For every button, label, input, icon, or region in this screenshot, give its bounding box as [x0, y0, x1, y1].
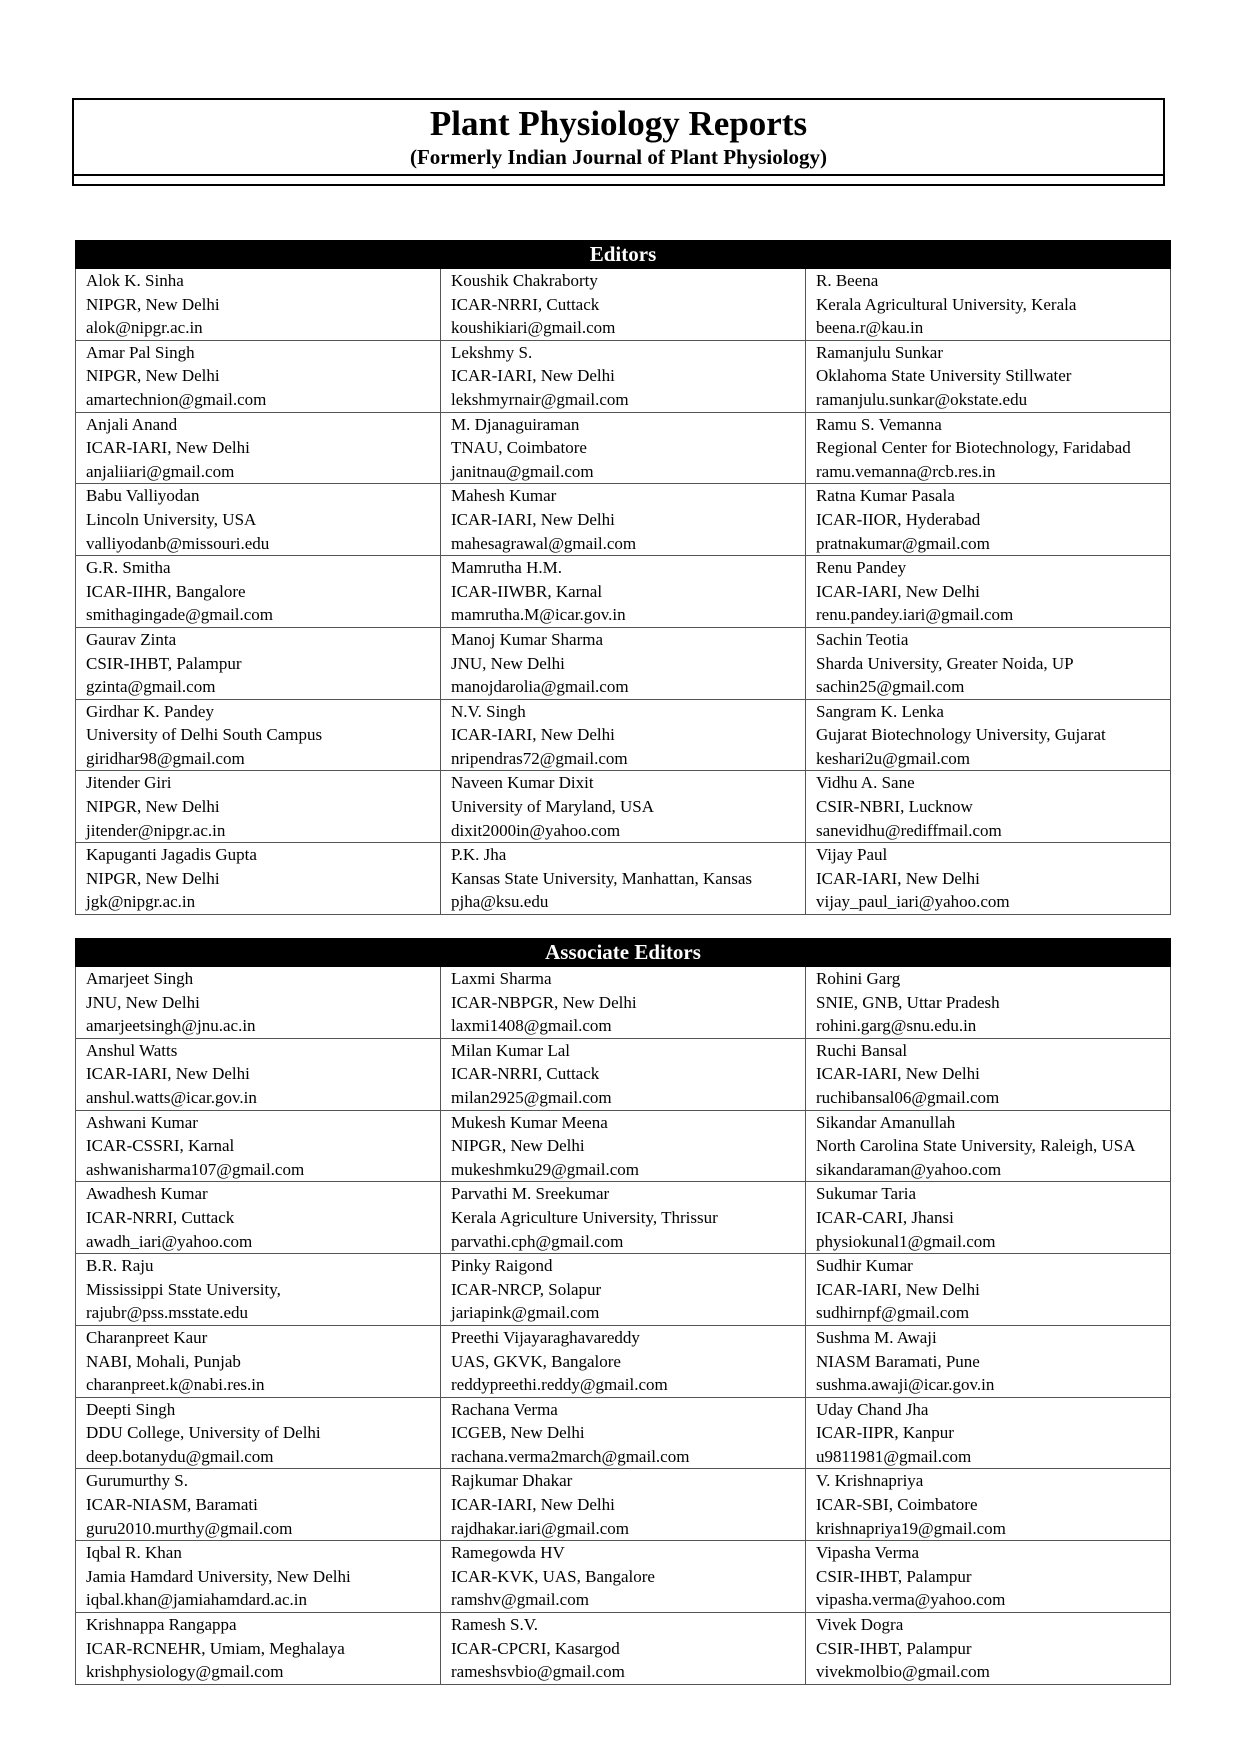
- person-name: Ramu S. Vemanna: [816, 414, 942, 434]
- person-affiliation: SNIE, GNB, Uttar Pradesh: [816, 992, 1000, 1012]
- associate-editors-heading: Associate Editors: [76, 939, 1171, 967]
- person-email: charanpreet.k@nabi.res.in: [86, 1375, 265, 1395]
- person-entry: [806, 699, 1171, 771]
- person-email: rachana.verma2march@gmail.com: [451, 1446, 690, 1466]
- person-affiliation: ICAR-IIHR, Bangalore: [86, 581, 246, 601]
- person-email: lekshmyrnair@gmail.com: [451, 389, 629, 409]
- person-affiliation: ICAR-SBI, Coimbatore: [816, 1495, 978, 1515]
- person-name: Rachana Verma: [451, 1399, 558, 1419]
- person-affiliation: Gujarat Biotechnology University, Gujarat: [816, 725, 1106, 745]
- person-name: Sangram K. Lenka: [816, 701, 944, 721]
- person-email: vijay_paul_iari@yahoo.com: [816, 892, 1010, 912]
- person-entry: [806, 967, 1171, 1039]
- person-email: vipasha.verma@yahoo.com: [816, 1590, 1006, 1610]
- associate-editors-table: [75, 938, 1171, 1685]
- person-name: Naveen Kumar Dixit: [451, 773, 594, 793]
- person-name: M. Djanaguiraman: [451, 414, 580, 434]
- person-entry: [441, 967, 806, 1039]
- person-entry: [76, 627, 441, 699]
- person-name: Mukesh Kumar Meena: [451, 1112, 608, 1132]
- table-row: [76, 1397, 1171, 1469]
- person-name: Babu Valliyodan: [86, 486, 200, 506]
- person-name: Awadhesh Kumar: [86, 1184, 208, 1204]
- person-name: B.R. Raju: [86, 1256, 154, 1276]
- table-row: [76, 843, 1171, 915]
- person-email: deep.botanydu@gmail.com: [86, 1446, 274, 1466]
- person-affiliation: ICAR-NRRI, Cuttack: [86, 1207, 235, 1227]
- person-name: Ramesh S.V.: [451, 1615, 539, 1635]
- person-entry: [441, 771, 806, 843]
- table-row: [76, 699, 1171, 771]
- person-affiliation: Kansas State University, Manhattan, Kansas: [451, 868, 753, 888]
- person-affiliation: ICAR-IARI, New Delhi: [451, 1495, 615, 1515]
- person-affiliation: ICAR-IARI, New Delhi: [816, 868, 980, 888]
- person-email: sudhirnpf@gmail.com: [816, 1303, 970, 1323]
- person-email: laxmi1408@gmail.com: [451, 1016, 612, 1036]
- person-email: rajubr@pss.msstate.edu: [86, 1303, 249, 1323]
- person-name: Preethi Vijayaraghavareddy: [451, 1327, 640, 1347]
- person-affiliation: ICAR-CPCRI, Kasargod: [451, 1638, 620, 1658]
- person-affiliation: Kerala Agricultural University, Kerala: [816, 294, 1077, 314]
- person-entry: [76, 556, 441, 628]
- person-name: V. Krishnapriya: [816, 1471, 924, 1491]
- person-affiliation: University of Maryland, USA: [451, 797, 655, 817]
- person-entry: [441, 1110, 806, 1182]
- person-affiliation: CSIR-IHBT, Palampur: [816, 1566, 972, 1586]
- person-email: anjaliiari@gmail.com: [86, 461, 235, 481]
- person-affiliation: Oklahoma State University Stillwater: [816, 366, 1072, 386]
- person-entry: [441, 484, 806, 556]
- person-affiliation: ICAR-RCNEHR, Umiam, Meghalaya: [86, 1638, 345, 1658]
- person-affiliation: ICAR-NRRI, Cuttack: [451, 294, 600, 314]
- person-entry: [806, 1110, 1171, 1182]
- person-email: krishphysiology@gmail.com: [86, 1662, 284, 1682]
- person-entry: [806, 340, 1171, 412]
- person-name: Anshul Watts: [86, 1040, 178, 1060]
- table-row: [76, 1325, 1171, 1397]
- person-name: Pinky Raigond: [451, 1256, 553, 1276]
- person-email: pjha@ksu.edu: [451, 892, 549, 912]
- person-email: valliyodanb@missouri.edu: [86, 533, 270, 553]
- person-name: Amarjeet Singh: [86, 969, 194, 988]
- table-row: [76, 1110, 1171, 1182]
- person-name: P.K. Jha: [451, 845, 507, 865]
- person-affiliation: ICAR-IARI, New Delhi: [451, 509, 615, 529]
- person-entry: [76, 1397, 441, 1469]
- editors-heading: Editors: [76, 241, 1171, 269]
- person-entry: [806, 556, 1171, 628]
- person-entry: [806, 269, 1171, 341]
- person-email: mamrutha.M@icar.gov.in: [451, 605, 626, 625]
- person-email: anshul.watts@icar.gov.in: [86, 1087, 257, 1107]
- person-entry: [441, 1541, 806, 1613]
- person-email: iqbal.khan@jamiahamdard.ac.in: [86, 1590, 307, 1610]
- table-row: [76, 1038, 1171, 1110]
- person-affiliation: University of Delhi South Campus: [86, 725, 323, 745]
- person-email: sanevidhu@rediffmail.com: [816, 820, 1002, 840]
- person-email: ruchibansal06@gmail.com: [816, 1087, 1000, 1107]
- person-name: Sikandar Amanullah: [816, 1112, 956, 1132]
- person-email: amartechnion@gmail.com: [86, 389, 267, 409]
- person-affiliation: TNAU, Coimbatore: [451, 438, 587, 458]
- person-name: Parvathi M. Sreekumar: [451, 1184, 610, 1204]
- person-entry: [76, 771, 441, 843]
- person-email: krishnapriya19@gmail.com: [816, 1518, 1006, 1538]
- person-email: alok@nipgr.ac.in: [86, 318, 203, 338]
- person-name: Gurumurthy S.: [86, 1471, 188, 1491]
- person-email: ramshv@gmail.com: [451, 1590, 589, 1610]
- person-name: Girdhar K. Pandey: [86, 701, 214, 721]
- person-affiliation: JNU, New Delhi: [451, 653, 565, 673]
- person-email: nripendras72@gmail.com: [451, 748, 628, 768]
- person-name: Vidhu A. Sane: [816, 773, 915, 793]
- person-entry: [806, 1254, 1171, 1326]
- person-affiliation: ICGEB, New Delhi: [451, 1423, 585, 1443]
- person-name: Laxmi Sharma: [451, 969, 552, 988]
- person-email: renu.pandey.iari@gmail.com: [816, 605, 1014, 625]
- person-affiliation: North Carolina State University, Raleigh, USA: [816, 1136, 1136, 1156]
- person-email: milan2925@gmail.com: [451, 1087, 612, 1107]
- person-affiliation: JNU, New Delhi: [86, 992, 200, 1012]
- person-name: Sushma M. Awaji: [816, 1327, 937, 1347]
- person-affiliation: ICAR-NIASM, Baramati: [86, 1495, 258, 1515]
- person-email: pratnakumar@gmail.com: [816, 533, 990, 553]
- person-entry: [76, 484, 441, 556]
- person-affiliation: ICAR-NRRI, Cuttack: [451, 1064, 600, 1084]
- table-row: [76, 1254, 1171, 1326]
- person-name: Milan Kumar Lal: [451, 1040, 570, 1060]
- person-entry: [76, 1613, 441, 1685]
- person-entry: [441, 556, 806, 628]
- person-email: guru2010.murthy@gmail.com: [86, 1518, 293, 1538]
- masthead-rule: [74, 174, 1163, 176]
- person-name: Manoj Kumar Sharma: [451, 629, 604, 649]
- person-email: gzinta@gmail.com: [86, 677, 216, 697]
- person-affiliation: ICAR-NBPGR, New Delhi: [451, 992, 637, 1012]
- person-entry: [441, 1254, 806, 1326]
- journal-title: Plant Physiology Reports: [429, 104, 808, 143]
- person-entry: [76, 412, 441, 484]
- person-name: Vijay Paul: [816, 845, 888, 865]
- person-name: Ashwani Kumar: [86, 1112, 198, 1132]
- person-email: mahesagrawal@gmail.com: [451, 533, 637, 553]
- person-entry: [76, 1110, 441, 1182]
- person-email: ramanjulu.sunkar@okstate.edu: [816, 389, 1028, 409]
- person-email: amarjeetsingh@jnu.ac.in: [86, 1016, 256, 1036]
- person-affiliation: Lincoln University, USA: [86, 509, 257, 529]
- person-entry: [76, 340, 441, 412]
- person-affiliation: NIPGR, New Delhi: [86, 797, 220, 817]
- person-entry: [441, 340, 806, 412]
- table-row: [76, 771, 1171, 843]
- person-name: Vivek Dogra: [816, 1615, 904, 1635]
- person-email: mukeshmku29@gmail.com: [451, 1159, 639, 1179]
- person-name: Sukumar Taria: [816, 1184, 916, 1204]
- person-name: Sudhir Kumar: [816, 1256, 913, 1276]
- person-entry: [441, 412, 806, 484]
- person-email: giridhar98@gmail.com: [86, 748, 245, 768]
- person-affiliation: ICAR-IARI, New Delhi: [451, 725, 615, 745]
- person-affiliation: ICAR-KVK, UAS, Bangalore: [451, 1566, 655, 1586]
- person-name: Rohini Garg: [816, 969, 901, 988]
- person-name: Alok K. Sinha: [86, 271, 184, 290]
- person-entry: [806, 1613, 1171, 1685]
- person-affiliation: ICAR-IARI, New Delhi: [86, 1064, 250, 1084]
- person-entry: [76, 1541, 441, 1613]
- person-affiliation: ICAR-IARI, New Delhi: [816, 581, 980, 601]
- person-entry: [806, 484, 1171, 556]
- person-affiliation: NIPGR, New Delhi: [86, 366, 220, 386]
- person-entry: [76, 1469, 441, 1541]
- person-name: N.V. Singh: [451, 701, 526, 721]
- person-email: ramu.vemanna@rcb.res.in: [816, 461, 996, 481]
- person-email: rajdhakar.iari@gmail.com: [451, 1518, 630, 1538]
- person-email: parvathi.cph@gmail.com: [451, 1231, 624, 1251]
- person-entry: [441, 269, 806, 341]
- person-name: Krishnappa Rangappa: [86, 1615, 237, 1635]
- person-affiliation: ICAR-IARI, New Delhi: [451, 366, 615, 386]
- person-entry: [76, 1182, 441, 1254]
- person-email: u9811981@gmail.com: [816, 1446, 972, 1466]
- person-email: reddypreethi.reddy@gmail.com: [451, 1375, 668, 1395]
- person-entry: [76, 1325, 441, 1397]
- table-row: [76, 556, 1171, 628]
- person-name: R. Beena: [816, 271, 879, 290]
- person-affiliation: ICAR-IARI, New Delhi: [816, 1064, 980, 1084]
- journal-masthead: [72, 98, 1165, 186]
- person-affiliation: ICAR-IARI, New Delhi: [816, 1279, 980, 1299]
- person-name: Lekshmy S.: [451, 342, 533, 362]
- person-email: jariapink@gmail.com: [451, 1303, 600, 1323]
- person-email: awadh_iari@yahoo.com: [86, 1231, 253, 1251]
- person-entry: [441, 1182, 806, 1254]
- person-entry: [806, 627, 1171, 699]
- person-entry: [441, 1397, 806, 1469]
- person-email: rohini.garg@snu.edu.in: [816, 1016, 977, 1036]
- person-entry: [806, 843, 1171, 915]
- table-row: [76, 627, 1171, 699]
- table-row: [76, 1182, 1171, 1254]
- person-name: Mahesh Kumar: [451, 486, 557, 506]
- person-affiliation: ICAR-NRCP, Solapur: [451, 1279, 602, 1299]
- person-affiliation: UAS, GKVK, Bangalore: [451, 1351, 621, 1371]
- person-name: Vipasha Verma: [816, 1543, 919, 1563]
- person-affiliation: Sharda University, Greater Noida, UP: [816, 653, 1074, 673]
- person-entry: [76, 967, 441, 1039]
- person-name: Mamrutha H.M.: [451, 558, 562, 578]
- person-entry: [806, 771, 1171, 843]
- person-email: koushikiari@gmail.com: [451, 318, 616, 338]
- person-name: Gaurav Zinta: [86, 629, 177, 649]
- person-name: Iqbal R. Khan: [86, 1543, 182, 1563]
- person-email: keshari2u@gmail.com: [816, 748, 970, 768]
- person-name: Deepti Singh: [86, 1399, 176, 1419]
- person-affiliation: ICAR-IIWBR, Karnal: [451, 581, 603, 601]
- person-affiliation: ICAR-IIOR, Hyderabad: [816, 509, 981, 529]
- person-email: jitender@nipgr.ac.in: [86, 820, 226, 840]
- person-affiliation: NIASM Baramati, Pune: [816, 1351, 980, 1371]
- person-affiliation: Regional Center for Biotechnology, Faridabad: [816, 438, 1131, 458]
- person-affiliation: NABI, Mohali, Punjab: [86, 1351, 241, 1371]
- table-row: [76, 269, 1171, 341]
- person-name: G.R. Smitha: [86, 558, 171, 578]
- journal-subtitle: (Formerly Indian Journal of Plant Physiology): [409, 145, 828, 169]
- person-entry: [76, 843, 441, 915]
- person-name: Renu Pandey: [816, 558, 907, 578]
- person-affiliation: NIPGR, New Delhi: [86, 868, 220, 888]
- person-email: sachin25@gmail.com: [816, 677, 965, 697]
- person-name: Uday Chand Jha: [816, 1399, 929, 1419]
- table-row: [76, 1469, 1171, 1541]
- person-entry: [806, 1541, 1171, 1613]
- person-email: manojdarolia@gmail.com: [451, 677, 629, 697]
- person-name: Ratna Kumar Pasala: [816, 486, 955, 506]
- person-name: Jitender Giri: [86, 773, 172, 793]
- person-entry: [441, 699, 806, 771]
- person-entry: [441, 1325, 806, 1397]
- person-email: ashwanisharma107@gmail.com: [86, 1159, 305, 1179]
- person-name: Rajkumar Dhakar: [451, 1471, 573, 1491]
- person-entry: [441, 843, 806, 915]
- person-affiliation: DDU College, University of Delhi: [86, 1423, 321, 1443]
- person-entry: [441, 1469, 806, 1541]
- person-email: dixit2000in@yahoo.com: [451, 820, 621, 840]
- person-affiliation: CSIR-IHBT, Palampur: [86, 653, 242, 673]
- person-affiliation: Mississippi State University,: [86, 1279, 281, 1299]
- person-email: physiokunal1@gmail.com: [816, 1231, 996, 1251]
- person-entry: [806, 1397, 1171, 1469]
- person-entry: [76, 269, 441, 341]
- person-email: sikandaraman@yahoo.com: [816, 1159, 1002, 1179]
- person-affiliation: ICAR-CARI, Jhansi: [816, 1207, 954, 1227]
- person-entry: [806, 412, 1171, 484]
- table-row: [76, 412, 1171, 484]
- person-entry: [441, 1038, 806, 1110]
- person-affiliation: NIPGR, New Delhi: [86, 294, 220, 314]
- person-name: Ramanjulu Sunkar: [816, 342, 944, 362]
- person-affiliation: ICAR-IIPR, Kanpur: [816, 1423, 954, 1443]
- person-name: Sachin Teotia: [816, 629, 909, 649]
- person-email: rameshsvbio@gmail.com: [451, 1662, 625, 1682]
- person-email: sushma.awaji@icar.gov.in: [816, 1375, 995, 1395]
- person-affiliation: CSIR-NBRI, Lucknow: [816, 797, 973, 817]
- person-entry: [806, 1182, 1171, 1254]
- person-email: smithagingade@gmail.com: [86, 605, 274, 625]
- person-affiliation: CSIR-IHBT, Palampur: [816, 1638, 972, 1658]
- person-affiliation: ICAR-CSSRI, Karnal: [86, 1136, 235, 1156]
- table-row: [76, 340, 1171, 412]
- person-affiliation: ICAR-IARI, New Delhi: [86, 438, 250, 458]
- person-entry: [76, 1038, 441, 1110]
- person-email: beena.r@kau.in: [816, 318, 924, 338]
- person-entry: [76, 699, 441, 771]
- editors-table: [75, 240, 1171, 915]
- person-entry: [806, 1469, 1171, 1541]
- person-entry: [441, 627, 806, 699]
- person-entry: [441, 1613, 806, 1685]
- person-affiliation: Kerala Agriculture University, Thrissur: [451, 1207, 718, 1227]
- person-entry: [76, 1254, 441, 1326]
- person-affiliation: NIPGR, New Delhi: [451, 1136, 585, 1156]
- table-row: [76, 967, 1171, 1039]
- person-name: Kapuganti Jagadis Gupta: [86, 845, 257, 865]
- table-row: [76, 1613, 1171, 1685]
- person-entry: [806, 1325, 1171, 1397]
- person-email: vivekmolbio@gmail.com: [816, 1662, 990, 1682]
- person-name: Amar Pal Singh: [86, 342, 195, 362]
- person-email: jgk@nipgr.ac.in: [86, 892, 196, 912]
- person-name: Ruchi Bansal: [816, 1040, 908, 1060]
- person-email: janitnau@gmail.com: [451, 461, 594, 481]
- person-name: Ramegowda HV: [451, 1543, 565, 1563]
- table-row: [76, 484, 1171, 556]
- person-name: Koushik Chakraborty: [451, 271, 598, 290]
- person-name: Charanpreet Kaur: [86, 1327, 208, 1347]
- person-affiliation: Jamia Hamdard University, New Delhi: [86, 1566, 351, 1586]
- person-entry: [806, 1038, 1171, 1110]
- table-row: [76, 1541, 1171, 1613]
- person-name: Anjali Anand: [86, 414, 178, 434]
